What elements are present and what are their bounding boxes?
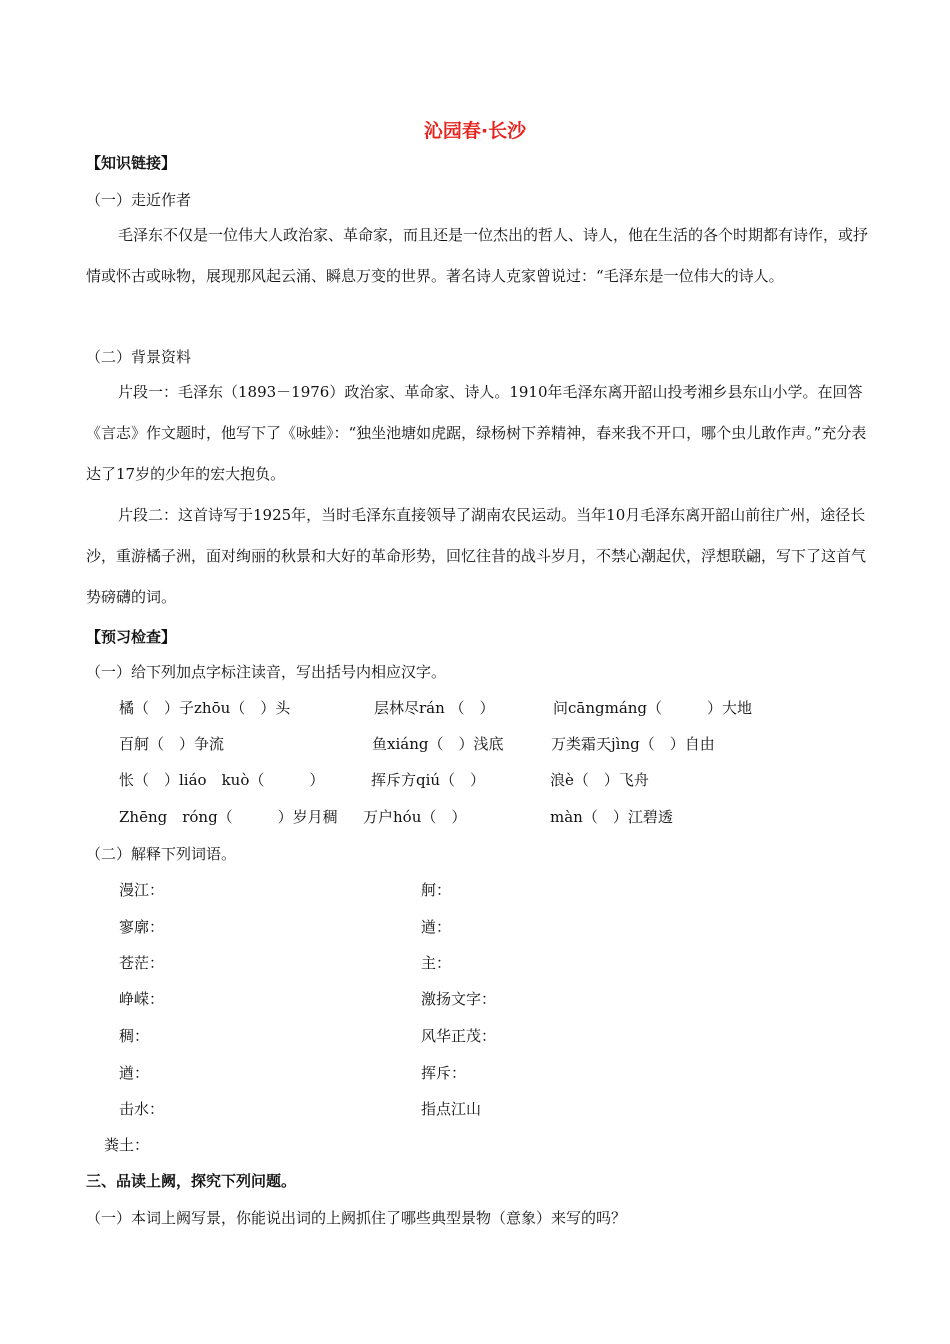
vocab-term: 舸： — [421, 881, 452, 899]
pinyin-item: 万类霜天jìng（ ）自由 — [551, 735, 715, 753]
vocab-term: 粪土： — [104, 1136, 150, 1154]
pinyin-item: Zhēng róng（ ）岁月稠 — [119, 808, 338, 826]
vocab-term: 峥嵘： — [119, 990, 165, 1008]
vocab-term: 激扬文字： — [421, 990, 497, 1008]
pinyin-item: màn（ ）江碧透 — [550, 808, 673, 826]
author-section-label: （一）走近作者 — [86, 191, 192, 209]
pinyin-item: 挥斥方qiú（ ） — [371, 771, 486, 789]
preview-check-heading: 【预习检查】 — [86, 628, 177, 646]
pinyin-item: 橘（ ）子zhōu（ ）头 — [119, 699, 291, 717]
background-section-label: （二）背景资料 — [86, 348, 192, 366]
vocab-term: 挥斥： — [421, 1064, 467, 1082]
background-fragment-1: 片段一：毛泽东（1893－1976）政治家、革命家、诗人。1910年毛泽东离开韶山投考湘乡县东山小学。在回答《言志》作文题时，他写下了《咏蛙》：“独坐池塘如虎踞，绿杨树下养精神，春来我不开口，哪个虫儿敢作声。”充分表达了17岁的少年的宏大抱负。 — [86, 383, 867, 483]
author-paragraph: 毛泽东不仅是一位伟大人政治家、革命家，而且还是一位杰出的哲人、诗人，他在生活的各个时期都有诗作，或抒情或怀古或咏物，展现那风起云涌、瞬息万变的世界。著名诗人克家曾说过：“毛泽东是一位伟大的诗人。 — [86, 226, 869, 285]
reading-section-heading: 三、品读上阙，探究下列问题。 — [86, 1172, 297, 1190]
vocab-term: 稠： — [119, 1027, 150, 1045]
vocab-term: 遒： — [119, 1064, 150, 1082]
vocab-question-label: （二）解释下列词语。 — [86, 845, 237, 863]
pinyin-item: 浪è（ ）飞舟 — [550, 771, 649, 789]
knowledge-link-heading: 【知识链接】 — [86, 154, 177, 172]
vocab-term: 风华正茂： — [421, 1027, 497, 1045]
pinyin-question-label: （一）给下列加点字标注读音，写出括号内相应汉字。 — [86, 663, 447, 681]
vocab-term: 苍茫： — [119, 954, 165, 972]
vocab-term: 指点江山 — [421, 1100, 482, 1118]
pinyin-item: 层林尽rán （ ） — [374, 699, 495, 717]
pinyin-item: 百舸（ ）争流 — [119, 735, 225, 753]
vocab-term: 漫江： — [119, 881, 165, 899]
reading-question-1: （一）本词上阙写景，你能说出词的上阙抓住了哪些典型景物（意象）来写的吗？ — [86, 1209, 627, 1227]
pinyin-item: 鱼xiáng（ ）浅底 — [372, 735, 504, 753]
pinyin-item: 万户hóu（ ） — [363, 808, 467, 826]
document-title: 沁园春·长沙 — [423, 120, 527, 142]
vocab-term: 击水： — [119, 1100, 165, 1118]
pinyin-item: 怅（ ）liáo kuò（ ） — [119, 771, 325, 789]
vocab-term: 遒： — [421, 918, 452, 936]
vocab-term: 主： — [421, 954, 452, 972]
background-fragment-2: 片段二：这首诗写于1925年，当时毛泽东直接领导了湖南农民运动。当年10月毛泽东离开韶山前往广州，途径长沙，重游橘子洲，面对绚丽的秋景和大好的革命形势，回忆往昔的战斗岁月，不禁心潮起伏，浮想联翩，写下了这首气势磅礴的词。 — [86, 506, 867, 606]
vocab-term: 寥廓： — [119, 918, 165, 936]
pinyin-item: 问cāngmáng（ ）大地 — [553, 699, 753, 717]
